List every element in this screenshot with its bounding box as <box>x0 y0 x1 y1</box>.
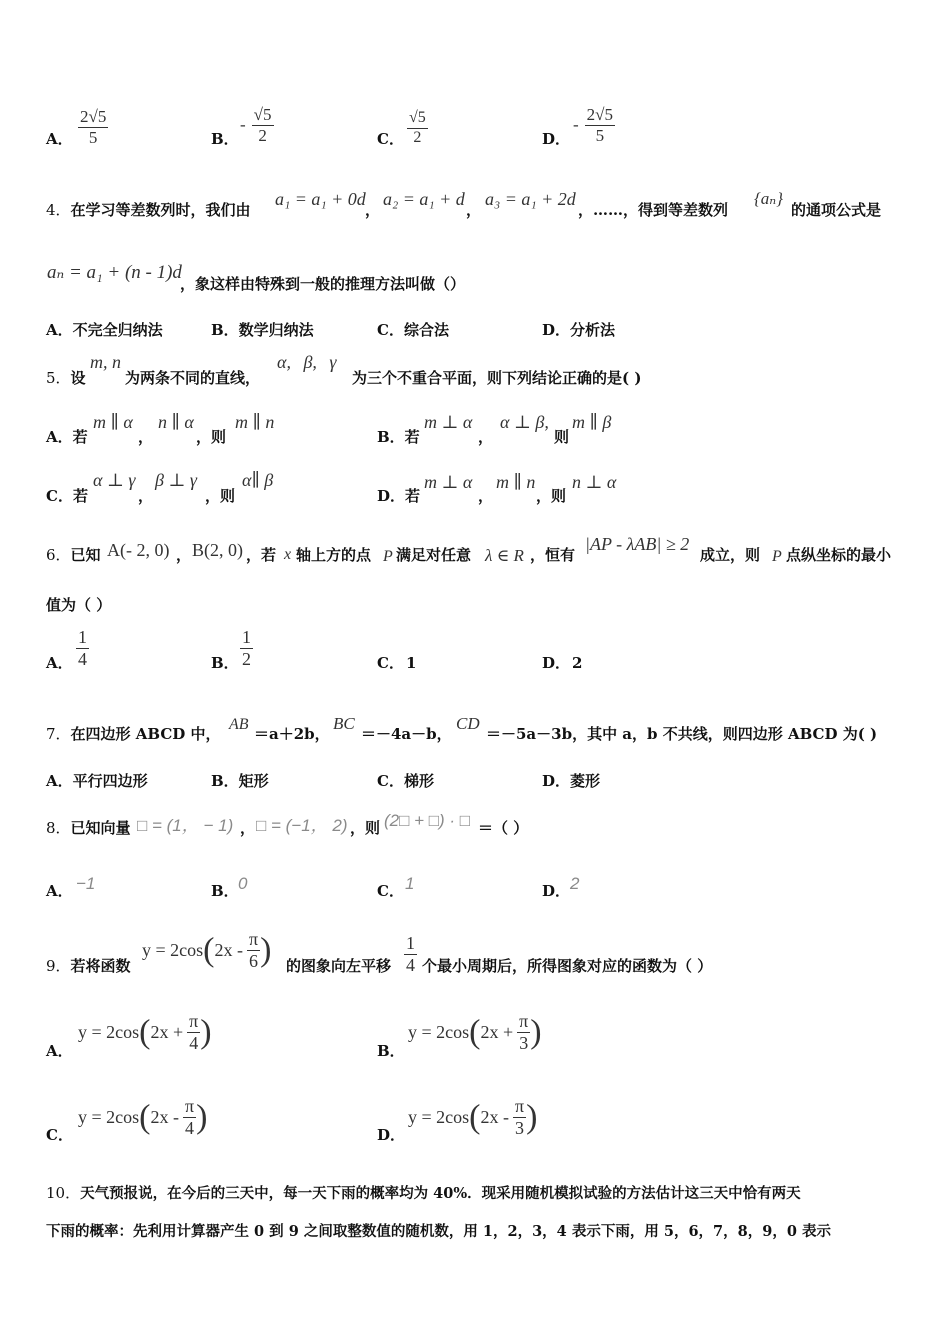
q5-text-2: 为两条不同的直线， <box>125 369 261 387</box>
function-left: y = 2cos <box>142 939 204 960</box>
denominator: 4 <box>406 954 415 975</box>
numerator: √5 <box>407 110 428 129</box>
option-label: D． <box>542 654 571 672</box>
numerator: π <box>248 929 259 949</box>
q5-a-cond1: m ∥ α <box>93 412 133 432</box>
q9-text-3: 个最小周期后，所得图象对应的函数为（ ） <box>422 957 713 975</box>
paren-left: ( <box>469 1013 481 1051</box>
paren-left: ( <box>139 1098 151 1136</box>
question-number: 7． <box>46 725 71 743</box>
function-inner: 2x - <box>214 939 243 960</box>
q9-quarter <box>404 934 417 975</box>
q8-option-c-value: 1 <box>405 874 415 893</box>
q9-option-c[interactable]: C． <box>46 1126 73 1144</box>
option-label: C． <box>377 654 404 672</box>
q8-option-a-value: −1 <box>76 874 96 893</box>
q5-c-cond1: α ⊥ γ <box>93 470 136 490</box>
q7-text: 在四边形 ABCD 中， <box>70 725 221 743</box>
denominator: 5 <box>595 125 605 145</box>
q7-option-c[interactable]: C．梯形 <box>377 772 434 790</box>
q3-option-d-value <box>573 106 615 145</box>
q5-b-cond2: α ⊥ β, <box>500 412 549 432</box>
q3-option-d[interactable] <box>542 128 570 149</box>
q5-text: 设 <box>70 369 86 387</box>
numerator: √5 <box>253 105 272 124</box>
q10-text: 天气预报说，在今后的三天中，每一天下雨的概率均为 40%．现采用随机模拟试验的方法估计这三天中恰有两天 <box>80 1185 801 1202</box>
numerator: π <box>514 1096 525 1116</box>
q8-line1 <box>46 817 131 838</box>
q5-text-3: 为三个不重合平面，则下列结论正确的是( ) <box>352 369 642 387</box>
q6-point-a: A(- 2, 0) <box>107 540 170 560</box>
question-number: 9． <box>46 957 71 975</box>
function-left: y = 2cos <box>78 1106 140 1127</box>
q4-text: 在学习等差数列时，我们由 <box>70 201 251 219</box>
q8-option-d-value: 2 <box>570 874 580 893</box>
q7-vector-ab: AB <box>229 716 249 733</box>
comma: ， <box>240 819 256 837</box>
paren-left: ( <box>203 931 215 969</box>
q6-x: x <box>284 546 292 563</box>
q4-option-d[interactable]: D．分析法 <box>542 321 616 339</box>
function-left: y = 2cos <box>408 1106 470 1127</box>
q6-text: 已知 <box>70 546 101 564</box>
q8-vector-b: □ = (−1， 2) <box>256 816 348 835</box>
q6-text-3: 轴上方的点 <box>296 546 372 564</box>
q7-option-d[interactable]: D．菱形 <box>542 772 601 790</box>
q6-lambda: λ ∈ R <box>485 546 524 565</box>
q7-vector-bc: BC <box>333 714 355 733</box>
comma: ， <box>466 201 482 219</box>
paren-right: ) <box>196 1098 208 1136</box>
q6-text-7: 点纵坐标的最小 <box>786 546 892 564</box>
denominator: 3 <box>519 1032 529 1053</box>
then: ，则 <box>536 487 567 505</box>
denominator: 4 <box>78 648 87 669</box>
q8-option-a[interactable]: A． <box>46 882 73 900</box>
q3-option-a[interactable] <box>46 128 73 149</box>
denominator: 4 <box>189 1032 199 1053</box>
q4-text-2: ，……，得到等差数列 <box>578 201 729 219</box>
q4-option-b[interactable]: B．数学归纳法 <box>211 321 314 339</box>
q7-line1 <box>46 723 221 744</box>
q9-option-b[interactable]: B． <box>377 1042 405 1060</box>
q6-text-4: 满足对任意 <box>396 546 472 564</box>
q5-d-cond2: m ∥ n <box>496 472 536 492</box>
q9-text: 若将函数 <box>70 957 131 975</box>
q7-text-2: ＝a＋2b， <box>254 725 330 743</box>
q6-option-b-value <box>240 628 253 669</box>
q8-option-b-value: 0 <box>238 874 248 893</box>
q4-sequence: {aₙ} <box>754 189 783 208</box>
q6-option-a[interactable]: A． <box>46 654 73 672</box>
question-number: 10． <box>46 1184 81 1202</box>
q9-function <box>142 930 271 971</box>
q8-option-c[interactable]: C． <box>377 882 404 900</box>
q6-option-c[interactable] <box>377 652 416 673</box>
numerator: 2√5 <box>80 107 107 126</box>
comma: ， <box>478 487 494 505</box>
function-inner: 2x + <box>150 1021 184 1042</box>
q6-point-b: B(2, 0) <box>192 540 243 560</box>
comma: ， <box>478 428 494 446</box>
paren-left: ( <box>469 1098 481 1136</box>
q6-option-b[interactable]: B． <box>211 654 239 672</box>
option-label: A． <box>46 130 73 148</box>
numerator: π <box>519 1011 529 1031</box>
q7-text-3: ＝－4a－b， <box>361 725 452 743</box>
q6-text-6: 成立，则 <box>700 546 761 564</box>
denominator: 2 <box>242 648 251 669</box>
option-value: 1 <box>405 654 417 672</box>
q4-line1 <box>46 199 251 220</box>
comma: ， <box>138 428 154 446</box>
numerator: 1 <box>242 627 251 647</box>
q5-b-cond1: m ⊥ α <box>424 412 473 432</box>
paren-right: ) <box>526 1098 538 1136</box>
q4-text-3: 的通项公式是 <box>791 201 882 219</box>
q9-option-c-value <box>78 1097 207 1138</box>
q9-option-a-value <box>78 1012 212 1053</box>
q4-general-formula: aₙ = a₁ + (n - 1)d <box>47 262 182 283</box>
numerator: 2√5 <box>586 105 614 124</box>
q6-option-a-value <box>76 628 89 669</box>
question-number: 6． <box>46 546 71 564</box>
denominator: 3 <box>515 1117 525 1138</box>
option-label: D． <box>542 130 571 148</box>
paren-left: ( <box>139 1013 151 1051</box>
q5-d-result: n ⊥ α <box>572 472 617 492</box>
q3-option-b-value <box>240 106 274 145</box>
q4-formula-1: a₁ = a₁ + 0d <box>275 189 366 209</box>
question-number: 8． <box>46 819 71 837</box>
q9-text-2: 的图象向左平移 <box>286 957 392 975</box>
function-inner: 2x + <box>480 1021 514 1042</box>
option-label: C． <box>377 130 404 148</box>
q4-option-a[interactable]: A．不完全归纳法 <box>46 321 163 339</box>
q7-vector-cd: CD <box>456 714 480 733</box>
q5-option-c[interactable]: C．若 <box>46 487 88 505</box>
q10-line1 <box>46 1182 801 1203</box>
function-left: y = 2cos <box>408 1021 470 1042</box>
q6-line1 <box>46 544 101 565</box>
q5-a-cond2: n ∥ α <box>158 412 194 432</box>
sign: - <box>240 115 246 135</box>
q5-option-b[interactable]: B．若 <box>377 428 420 446</box>
denominator: 6 <box>249 950 259 971</box>
comma: ， <box>138 487 154 505</box>
q6-text-5: ，恒有 <box>530 546 576 564</box>
q8-text-2: ，则 <box>350 819 381 837</box>
q7-option-a[interactable]: A．平行四边形 <box>46 772 148 790</box>
q5-a-result: m ∥ n <box>235 412 275 432</box>
q10-line2: 下雨的概率：先利用计算器产生 0 到 9 之间取整数值的随机数，用 1，2，3，4 表示下雨，用 5，6，7，8，9，0 表示 <box>46 1223 831 1240</box>
q4-formula-2: a₂ = a₁ + d <box>383 189 465 209</box>
paren-right: ) <box>260 931 272 969</box>
q8-option-d[interactable]: D． <box>542 882 571 900</box>
function-inner: 2x - <box>480 1106 509 1127</box>
then: ，则 <box>196 428 227 446</box>
numerator: 1 <box>78 627 87 647</box>
q3-option-c-value <box>407 110 428 147</box>
denominator: 2 <box>413 128 422 146</box>
q9-line1 <box>46 955 131 976</box>
q5-option-d[interactable]: D．若 <box>377 487 421 505</box>
numerator: 1 <box>406 933 415 953</box>
q8-option-b[interactable]: B． <box>211 882 239 900</box>
q5-c-result: α∥ β <box>242 470 274 490</box>
q8-expression: (2□ + □) · □ <box>384 811 471 830</box>
then: 则 <box>554 428 570 446</box>
q3-option-b[interactable] <box>211 128 239 149</box>
sign: - <box>573 115 579 135</box>
q6-text-2: ，若 <box>246 546 277 564</box>
q6-p: P <box>383 548 393 565</box>
q5-lines-mn: m, n <box>90 352 121 372</box>
question-number: 4． <box>46 201 71 219</box>
q8-text-3: ＝（ ） <box>478 819 529 837</box>
q9-option-d-value <box>408 1097 537 1138</box>
q9-option-d[interactable]: D． <box>377 1126 406 1144</box>
numerator: π <box>184 1096 195 1116</box>
paren-right: ) <box>200 1013 212 1051</box>
q5-d-cond1: m ⊥ α <box>424 472 473 492</box>
q4-text-4: ，象这样由特殊到一般的推理方法叫做（） <box>180 275 466 293</box>
q3-option-c[interactable] <box>377 128 404 149</box>
q4-formula-3: a₃ = a₁ + 2d <box>485 189 576 209</box>
function-inner: 2x - <box>150 1106 179 1127</box>
option-label: B． <box>211 130 239 148</box>
q7-text-4: ＝－5a－3b，其中 a，b 不共线，则四边形 ABCD 为( ) <box>486 725 878 743</box>
paren-right: ) <box>530 1013 542 1051</box>
q6-p2: P <box>772 548 782 565</box>
numerator: π <box>189 1011 199 1031</box>
q7-option-b[interactable]: B．矩形 <box>211 772 269 790</box>
q5-line1 <box>46 367 86 388</box>
q5-c-cond2: β ⊥ γ <box>155 470 197 490</box>
option-value: 2 <box>572 654 583 672</box>
q5-b-result: m ∥ β <box>572 412 612 432</box>
q3-option-a-value <box>78 108 108 147</box>
comma: ， <box>365 201 381 219</box>
q6-inequality: |AP - λAB| ≥ 2 <box>585 534 690 554</box>
denominator: 5 <box>88 127 98 147</box>
q9-option-a[interactable]: A． <box>46 1042 73 1060</box>
q6-option-d[interactable] <box>542 652 582 673</box>
denominator: 2 <box>258 125 267 145</box>
question-number: 5． <box>46 369 71 387</box>
q8-text: 已知向量 <box>70 819 131 837</box>
q6-text-8: 值为（ ） <box>46 596 112 614</box>
denominator: 4 <box>185 1117 195 1138</box>
q5-planes: α, β, γ <box>277 352 337 372</box>
comma: ， <box>176 546 192 564</box>
q4-option-c[interactable]: C．综合法 <box>377 321 449 339</box>
q9-option-b-value <box>408 1012 542 1053</box>
q8-vector-a: □ = (1， − 1) <box>137 816 234 835</box>
then: ，则 <box>205 487 236 505</box>
q5-option-a[interactable]: A．若 <box>46 428 88 446</box>
function-left: y = 2cos <box>78 1021 140 1042</box>
